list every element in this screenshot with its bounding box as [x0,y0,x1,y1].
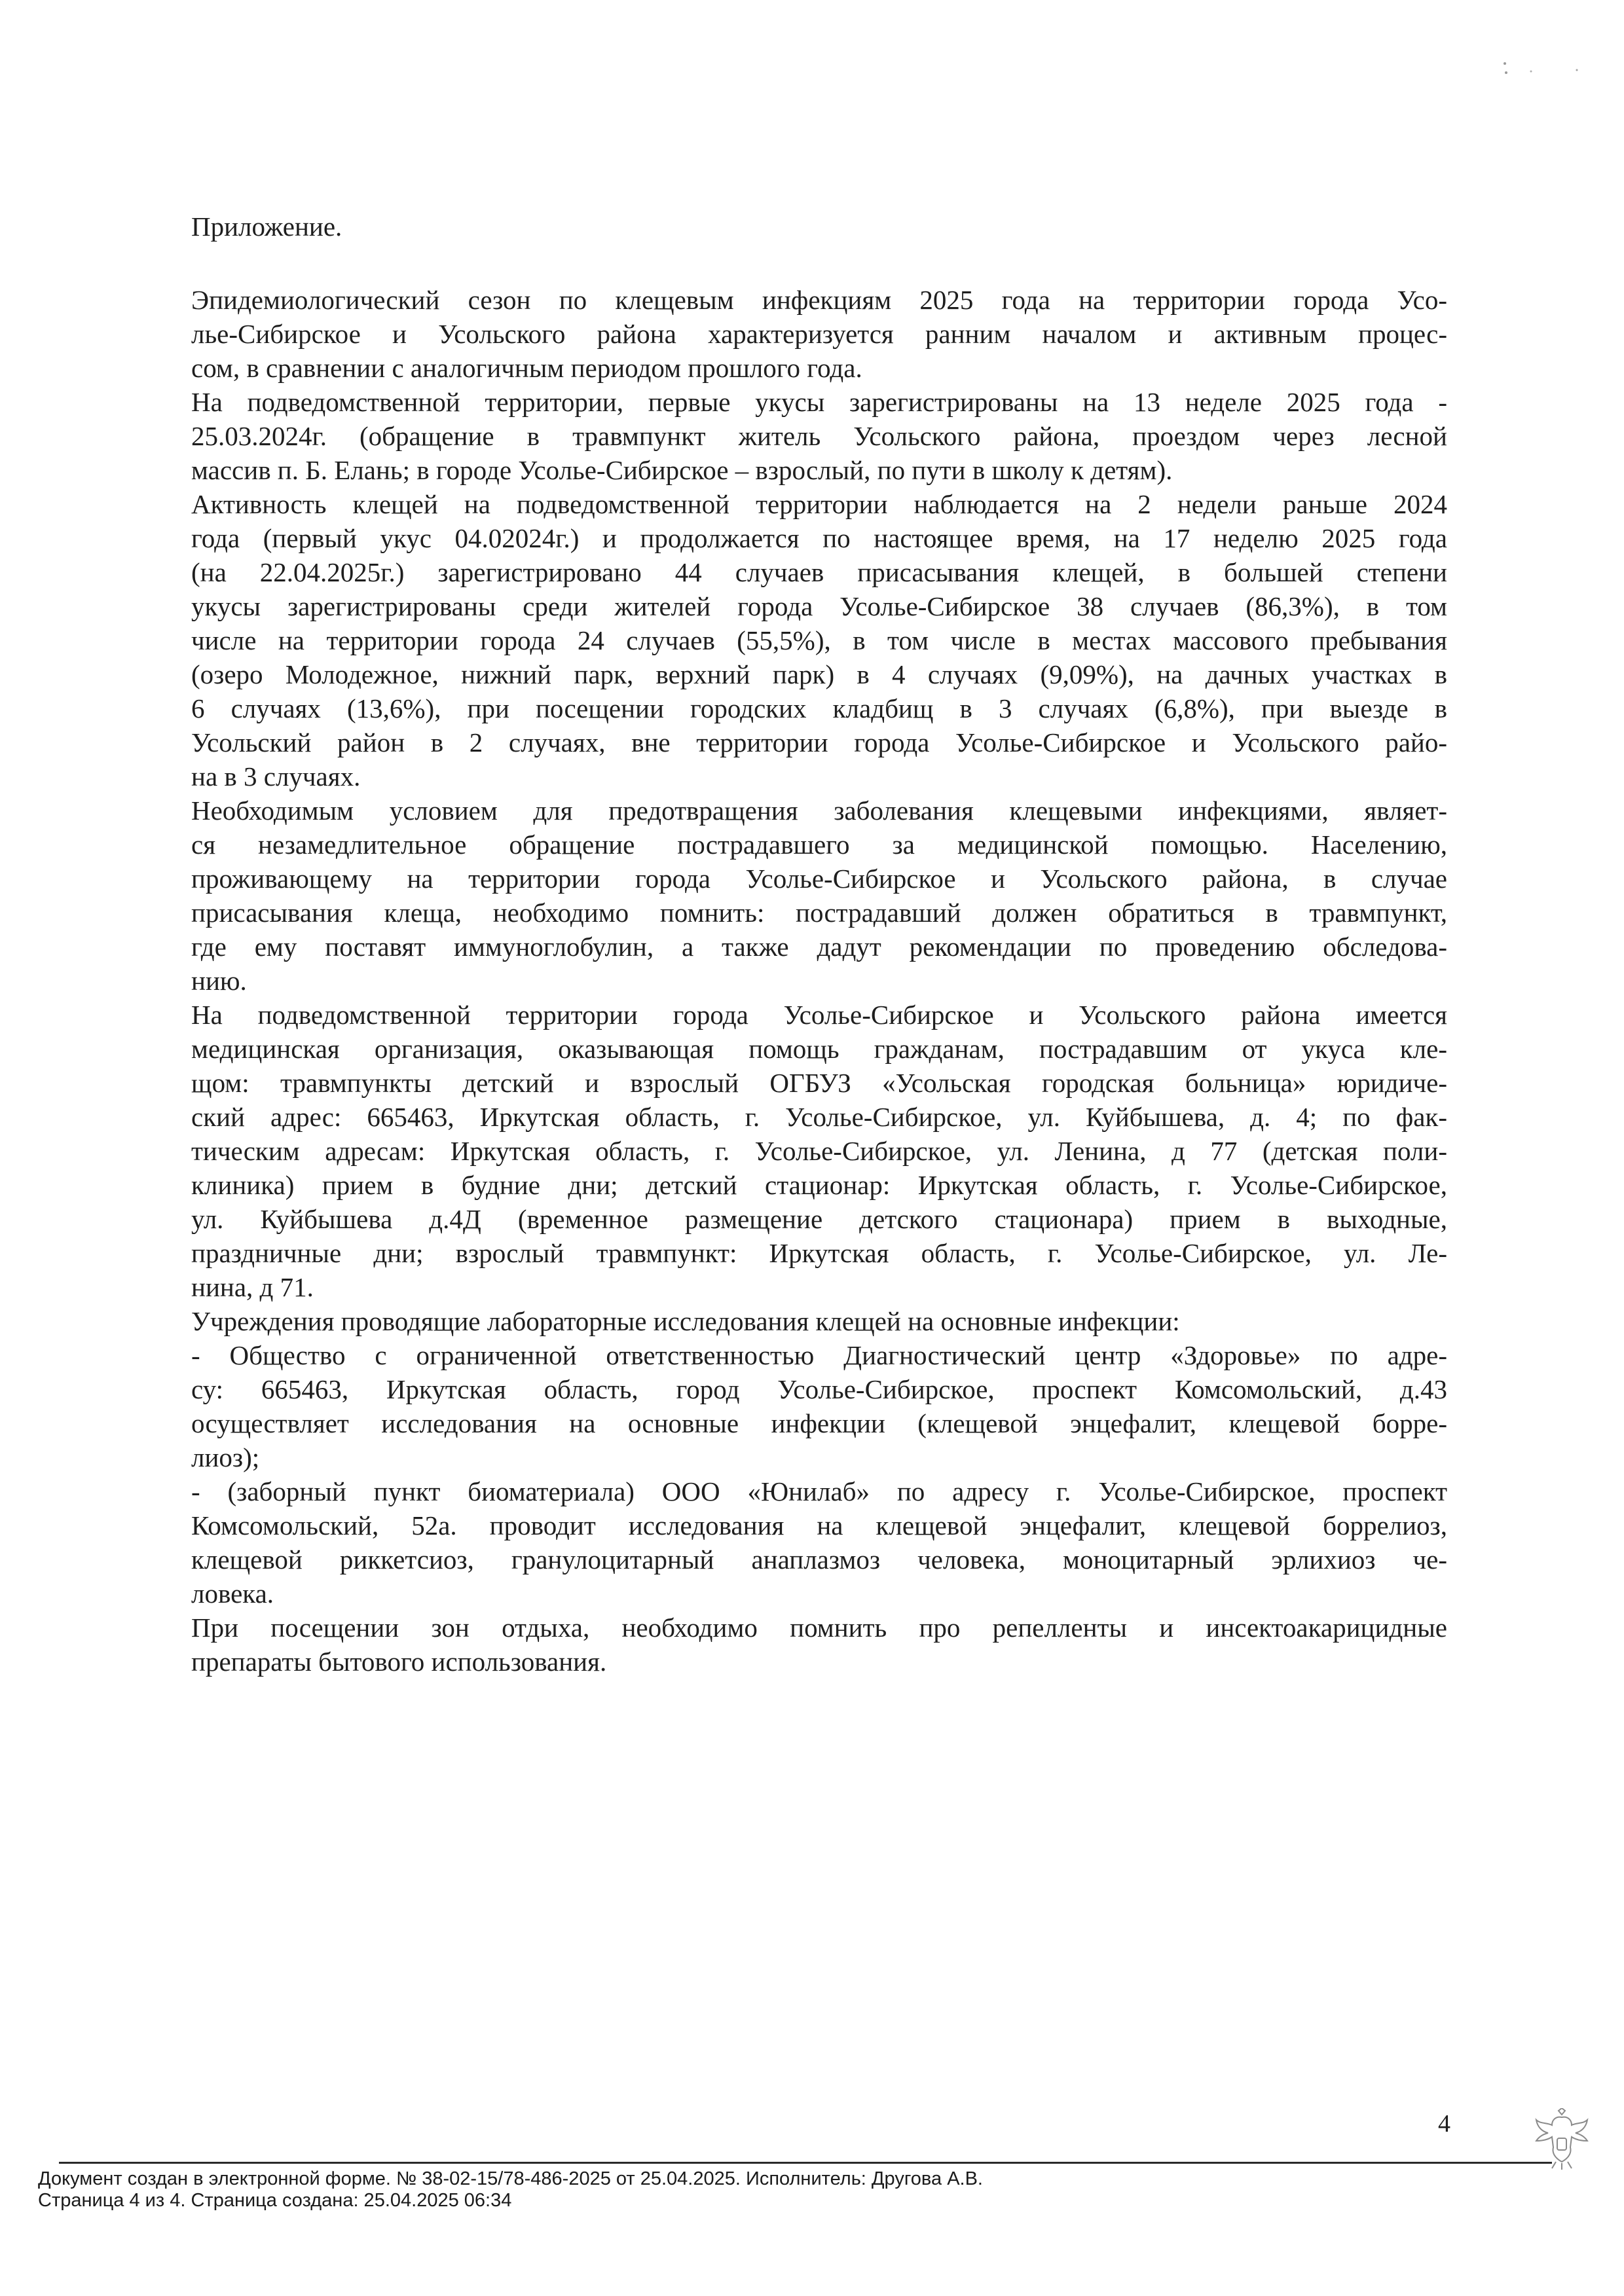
text-line: 6 случаях (13,6%), при посещении городских кладбищ в 3 случаях (6,8%), при выезде в [191,693,1447,723]
text-line: праздничные дни; взрослый травмпункт: Иркутская область, г. Усолье-Сибирское, ул. Ле- [191,1238,1447,1268]
paragraph [191,998,1447,1304]
text-line: тическим адресам: Иркутская область, г. Усолье-Сибирское, ул. Ленина, д 77 (детская поли- [191,1136,1447,1166]
text-line: Необходимым условием для предотвращения заболевания клещевыми инфекциями, являет- [191,795,1447,826]
text-line: года (первый укус 04.02024г.) и продолжается по настоящее время, на 17 неделю 2025 года [191,523,1447,553]
text-line: лиоз); [191,1442,260,1472]
text-line: су: 665463, Иркутская область, город Усолье-Сибирское, проспект Комсомольский, д.43 [191,1374,1447,1404]
paragraph [191,283,1447,385]
text-line: На подведомственной территории, первые укусы зарегистрированы на 13 неделе 2025 года - [191,387,1447,417]
text-line: где ему поставят иммуноглобулин, а также дадут рекомендации по проведению обследова- [191,932,1447,962]
text-line: укусы зарегистрированы среди жителей города Усолье-Сибирское 38 случаев (86,3%), в том [191,591,1447,621]
text-line: Активность клещей на подведомственной территории наблюдается на 2 недели раньше 2024 [191,489,1447,519]
text-line: 25.03.2024г. (обращение в травмпункт житель Усольского района, проездом через лесной [191,421,1447,451]
footer-divider [59,2162,1552,2164]
paragraph [191,1474,1447,1611]
text-line: числе на территории города 24 случаев (55,5%), в том числе в местах массового пребывания [191,625,1447,655]
text-line: Усольский район в 2 случаях, вне территории города Усолье-Сибирское и Усольского райо- [191,727,1447,757]
text-line: клиника) прием в будние дни; детский стационар: Иркутская область, г. Усолье-Сибирское, [191,1170,1447,1200]
text-line: ловека. [191,1578,274,1609]
text-line: - (заборный пункт биоматериала) ООО «Юнилаб» по адресу г. Усолье-Сибирское, проспект [191,1476,1447,1506]
footer-page-info: Страница 4 из 4. Страница создана: 25.04.2025 06:34 [38,2190,512,2211]
paragraph [191,1338,1447,1474]
text-line: лье-Сибирское и Усольского района характеризуется ранним началом и активным процес- [191,319,1447,349]
paragraph [191,487,1447,793]
paragraph [191,1304,1447,1338]
document-footer [38,2168,983,2212]
text-line: На подведомственной территории города Усолье-Сибирское и Усольского района имеется [191,1000,1447,1030]
page-heading: Приложение. [191,211,342,242]
paragraph [191,385,1447,487]
paragraph [191,793,1447,998]
text-line: Комсомольский, 52а. проводит исследования на клещевой энцефалит, клещевой боррелиоз, [191,1510,1447,1540]
text-line: ул. Куйбышева д.4Д (временное размещение детского стационара) прием в выходные, [191,1204,1447,1234]
text-line: нина, д 71. [191,1272,314,1302]
text-line: медицинская организация, оказывающая помощь гражданам, пострадавшим от укуса кле- [191,1034,1447,1064]
text-line: Учреждения проводящие лабораторные исследования клещей на основные инфекции: [191,1306,1180,1336]
paragraph [191,1611,1447,1679]
text-line: ся незамедлительное обращение пострадавшего за медицинской помощью. Населению, [191,829,1447,860]
text-line: клещевой риккетсиоз, гранулоцитарный анаплазмоз человека, моноцитарный эрлихиоз че- [191,1544,1447,1575]
text-line: При посещении зон отдыха, необходимо помнить про репелленты и инсектоакарицидные [191,1613,1447,1643]
document-body [191,283,1447,1679]
text-line: проживающему на территории города Усолье-Сибирское и Усольского района, в случае [191,864,1447,894]
text-line: осуществляет исследования на основные инфекции (клещевой энцефалит, клещевой борре- [191,1408,1447,1438]
text-line: Эпидемиологический сезон по клещевым инфекциям 2025 года на территории города Усо- [191,285,1447,315]
text-line: присасывания клеща, необходимо помнить: пострадавший должен обратиться в травмпункт, [191,898,1447,928]
text-line: на в 3 случаях. [191,761,361,792]
coat-of-arms-emblem-icon [1532,2108,1591,2171]
footer-document-info: Документ создан в электронной форме. № 38-02-15/78-486-2025 от 25.04.2025. Исполнитель: Другова А.В. [38,2168,983,2189]
text-line: массив п. Б. Елань; в городе Усолье-Сибирское – взрослый, по пути в школу к детям). [191,455,1173,485]
text-line: препараты бытового использования. [191,1647,607,1677]
text-line: нию. [191,966,247,996]
text-line: ский адрес: 665463, Иркутская область, г. Усолье-Сибирское, ул. Куйбышева, д. 4; по фак- [191,1102,1447,1132]
text-line: щом: травмпункты детский и взрослый ОГБУЗ «Усольская городская больница» юридиче- [191,1068,1447,1098]
page-number: 4 [1438,2110,1450,2138]
scan-specks [1500,56,1591,82]
text-line: сом, в сравнении с аналогичным периодом прошлого года. [191,353,862,383]
text-line: (на 22.04.2025г.) зарегистрировано 44 случаев присасывания клещей, в большей степени [191,557,1447,587]
text-line: - Общество с ограниченной ответственностью Диагностический центр «Здоровье» по адре- [191,1340,1447,1370]
text-line: (озеро Молодежное, нижний парк, верхний парк) в 4 случаях (9,09%), на дачных участках в [191,659,1447,689]
